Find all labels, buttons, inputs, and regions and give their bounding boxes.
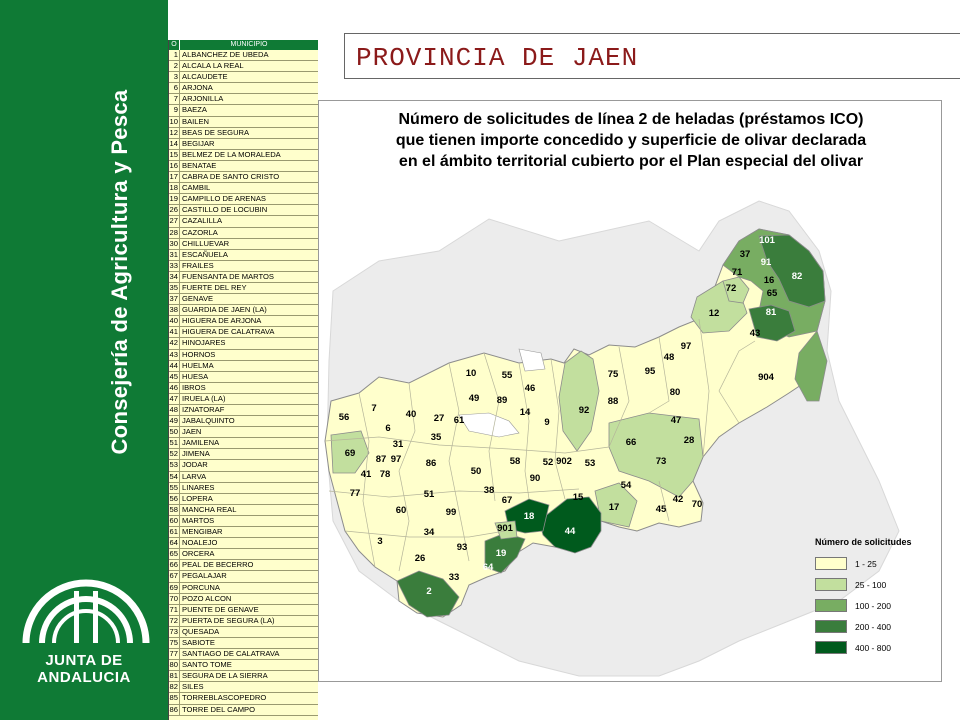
municipality-count-label: 34	[423, 527, 435, 538]
row-municipio: ARJONA	[182, 83, 213, 93]
row-id: 37	[169, 294, 178, 304]
row-municipio: ORCERA	[182, 549, 215, 559]
table-row	[169, 261, 318, 272]
row-id: 19	[169, 194, 178, 204]
table-row	[169, 516, 318, 527]
junta-andalucia-logo	[16, 555, 156, 655]
table-row	[169, 605, 318, 616]
municipality-count-label: 91	[760, 257, 772, 268]
row-municipio: ALCAUDETE	[182, 72, 228, 82]
municipality-count-label: 33	[448, 572, 460, 583]
municipality-count-label: 26	[414, 553, 426, 564]
municipality-count-label: 81	[765, 307, 777, 318]
table-row	[169, 549, 318, 560]
municipality-count-label: 97	[680, 341, 692, 352]
table-row	[169, 649, 318, 660]
municipality-count-label: 53	[584, 458, 596, 469]
table-row	[169, 327, 318, 338]
table-row	[169, 283, 318, 294]
municipality-count-label: 47	[670, 415, 682, 426]
table-row	[169, 361, 318, 372]
legend-label: 400 - 800	[855, 642, 891, 653]
municipality-count-label: 78	[379, 469, 391, 480]
row-id: 12	[169, 127, 178, 137]
row-id: 46	[169, 382, 178, 392]
table-row	[169, 117, 318, 128]
municipality-count-label: 93	[456, 542, 468, 553]
row-id: 44	[169, 360, 178, 370]
legend-items	[815, 553, 935, 658]
row-municipio: SANTIAGO DE CALATRAVA	[182, 649, 280, 659]
row-id: 10	[169, 116, 178, 126]
row-id: 81	[169, 671, 178, 681]
row-municipio: FUERTE DEL REY	[182, 282, 247, 292]
row-municipio: IRUELA (LA)	[182, 393, 226, 403]
table-row	[169, 350, 318, 361]
table-row	[169, 416, 318, 427]
table-row	[169, 682, 318, 693]
sidebar-title-area	[0, 0, 168, 520]
map-legend	[815, 537, 935, 658]
municipality-count-label: 43	[749, 328, 761, 339]
table-row	[169, 483, 318, 494]
row-municipio: MANCHA REAL	[182, 504, 237, 514]
municipality-count-label: 54	[620, 480, 632, 491]
municipality-count-label: 56	[338, 412, 350, 423]
row-id: 58	[169, 504, 178, 514]
row-municipio: CAZORLA	[182, 227, 218, 237]
municipality-count-label: 902	[556, 456, 572, 467]
municipality-count-label: 90	[529, 473, 541, 484]
row-municipio: LINARES	[182, 482, 215, 492]
row-municipio: PUENTE DE GENAVE	[182, 604, 259, 614]
map-title-line: Número de solicitudes de línea 2 de heladas (préstamos ICO)	[398, 111, 864, 128]
row-municipio: IZNATORAF	[182, 405, 225, 414]
municipality-count-label: 49	[468, 393, 480, 404]
table-row	[169, 394, 318, 405]
table-row	[169, 183, 318, 194]
municipality-count-label: 66	[625, 437, 637, 448]
sidebar-title: Consejería de Agricultura y Pesca	[107, 89, 132, 455]
table-row	[169, 571, 318, 582]
row-municipio: JAEN	[182, 427, 202, 437]
table-row	[169, 128, 318, 139]
table-row	[169, 383, 318, 394]
row-id: 86	[169, 704, 178, 714]
row-municipio: QUESADA	[182, 626, 220, 636]
row-municipio: PUERTA DE SEGURA (LA)	[182, 615, 275, 625]
municipality-count-label: 50	[470, 466, 482, 477]
row-municipio: ALCALA LA REAL	[182, 61, 244, 71]
table-row	[169, 83, 318, 94]
municipality-count-label: 86	[425, 458, 437, 469]
row-municipio: CASTILLO DE LOCUBIN	[182, 205, 268, 215]
row-municipio: GUARDIA DE JAEN (LA)	[182, 305, 267, 315]
table-row	[169, 50, 318, 61]
map-title-line: en el ámbito territorial cubierto por el Plan especial del olivar	[398, 153, 864, 170]
row-municipio: SEGURA DE LA SIERRA	[182, 671, 268, 681]
header-municipio: MUNICIPIO	[230, 41, 268, 48]
row-id: 69	[169, 582, 178, 592]
row-municipio: PEAL DE BECERRO	[182, 560, 254, 570]
row-municipio: CABRA DE SANTO CRISTO	[182, 172, 280, 182]
municipality-count-label: 40	[405, 409, 417, 420]
table-row	[169, 305, 318, 316]
row-municipio: BELMEZ DE LA MORALEDA	[182, 149, 281, 159]
row-id: 31	[169, 249, 178, 259]
row-id: 66	[169, 560, 178, 570]
row-id: 15	[169, 149, 178, 159]
municipality-count-label: 7	[371, 403, 377, 414]
table-row	[169, 627, 318, 638]
row-id: 17	[169, 172, 178, 182]
municipality-count-label: 28	[683, 435, 695, 446]
row-id: 30	[169, 238, 178, 248]
legend-swatch	[815, 557, 847, 570]
municipality-count-label: 14	[519, 407, 531, 418]
row-municipio: MARTOS	[182, 515, 215, 525]
row-id: 18	[169, 183, 178, 193]
legend-swatch	[815, 620, 847, 633]
table-row	[169, 205, 318, 216]
table-row	[169, 505, 318, 516]
legend-item	[815, 574, 935, 595]
municipality-count-label: 42	[672, 494, 684, 505]
row-id: 67	[169, 571, 178, 581]
table-row	[169, 427, 318, 438]
municipality-count-label: 73	[655, 456, 667, 467]
table-row	[169, 438, 318, 449]
table-row	[169, 583, 318, 594]
row-id: 82	[169, 682, 178, 692]
row-municipio: FRAILES	[182, 260, 214, 270]
row-id: 53	[169, 460, 178, 470]
row-municipio: IBROS	[182, 382, 206, 392]
table-row	[169, 338, 318, 349]
municipality-count-label: 44	[564, 526, 576, 537]
table-row	[169, 594, 318, 605]
row-municipio: POZO ALCON	[182, 593, 232, 603]
table-row	[169, 616, 318, 627]
municipality-count-label: 71	[731, 267, 743, 278]
table-row	[169, 216, 318, 227]
row-id: 45	[169, 371, 178, 381]
row-municipio: HIGUERA DE CALATRAVA	[182, 327, 275, 337]
row-municipio: JODAR	[182, 460, 208, 470]
row-id: 50	[169, 427, 178, 437]
municipality-count-label: 6	[385, 423, 391, 434]
municipality-count-label: 67	[501, 495, 513, 506]
row-id: 47	[169, 393, 178, 403]
table-row	[169, 693, 318, 704]
row-municipio: JIMENA	[182, 449, 210, 459]
legend-item	[815, 595, 935, 616]
municipality-count-label: 80	[669, 387, 681, 398]
row-id: 1	[169, 50, 180, 60]
row-id: 14	[169, 138, 178, 148]
row-municipio: JABALQUINTO	[182, 416, 235, 426]
legend-label: 100 - 200	[855, 600, 891, 611]
table-row	[169, 161, 318, 172]
municipality-count-label: 97	[390, 454, 402, 465]
header-id: O	[169, 40, 180, 50]
row-id: 56	[169, 493, 178, 503]
row-id: 26	[169, 205, 178, 215]
municipality-count-label: 904	[758, 372, 774, 383]
row-municipio: HORNOS	[182, 349, 216, 359]
row-id: 28	[169, 227, 178, 237]
municipality-count-label: 69	[344, 448, 356, 459]
row-municipio: GENAVE	[182, 294, 214, 304]
municipality-count-label: 77	[349, 488, 361, 499]
row-municipio: BEGIJAR	[182, 138, 215, 148]
row-id: 85	[169, 693, 178, 703]
table-row	[169, 228, 318, 239]
municipality-count-label: 19	[495, 548, 507, 559]
table-row	[169, 72, 318, 83]
row-id: 2	[169, 61, 180, 71]
row-municipio: BAEZA	[182, 105, 207, 115]
table-row	[169, 294, 318, 305]
row-id: 40	[169, 316, 178, 326]
row-id: 65	[169, 549, 178, 559]
row-municipio: TORRE DEL CAMPO	[182, 704, 255, 714]
row-municipio: FUENSANTA DE MARTOS	[182, 271, 274, 281]
table-row	[169, 472, 318, 483]
legend-swatch	[815, 599, 847, 612]
row-municipio: JAMILENA	[182, 438, 220, 448]
row-municipio: PEGALAJAR	[182, 571, 227, 581]
row-municipio: MENGIBAR	[182, 527, 223, 537]
row-municipio: BENATAE	[182, 160, 217, 170]
row-id: 33	[169, 260, 178, 270]
row-municipio: ALBANCHEZ DE UBEDA	[182, 50, 269, 59]
legend-item	[815, 553, 935, 574]
row-id: 7	[169, 94, 180, 104]
municipality-count-label: 901	[497, 523, 513, 534]
row-municipio: ESCAÑUELA	[182, 249, 229, 259]
row-id: 35	[169, 282, 178, 292]
table-row	[169, 638, 318, 649]
row-municipio: SILES	[182, 682, 204, 692]
row-id: 72	[169, 615, 178, 625]
row-municipio: PORCUNA	[182, 582, 220, 592]
row-municipio: CAMPILLO DE ARENAS	[182, 194, 266, 204]
municipality-count-label: 31	[392, 439, 404, 450]
municipality-count-label: 41	[360, 469, 372, 480]
municipality-count-label: 38	[483, 485, 495, 496]
row-municipio: HIGUERA DE ARJONA	[182, 316, 262, 326]
municipality-count-label: 55	[501, 370, 513, 381]
table-header	[169, 40, 318, 50]
legend-item	[815, 637, 935, 658]
row-municipio: HINOJARES	[182, 338, 226, 348]
municipality-count-label: 37	[739, 249, 751, 260]
municipality-count-label: 2	[426, 586, 432, 597]
table-row	[169, 194, 318, 205]
row-id: 60	[169, 515, 178, 525]
table-row	[169, 61, 318, 72]
table-body	[169, 50, 318, 716]
legend-title: Número de solicitudes	[815, 537, 912, 547]
row-municipio: LOPERA	[182, 493, 213, 503]
row-id: 77	[169, 649, 178, 659]
municipality-count-label: 58	[509, 456, 521, 467]
row-id: 43	[169, 349, 178, 359]
row-id: 49	[169, 416, 178, 426]
row-id: 42	[169, 338, 178, 348]
row-municipio: SABIOTE	[182, 637, 215, 647]
logo-text: JUNTA DE ANDALUCIA	[37, 652, 131, 686]
legend-label: 200 - 400	[855, 621, 891, 632]
table-row	[169, 460, 318, 471]
row-id: 51	[169, 438, 178, 448]
table-row	[169, 172, 318, 183]
row-id: 27	[169, 216, 178, 226]
municipality-count-label: 101	[759, 235, 775, 246]
municipality-table	[168, 40, 318, 720]
row-municipio: CAZALILLA	[182, 216, 223, 226]
row-id: 38	[169, 305, 178, 315]
legend-label: 1 - 25	[855, 558, 877, 569]
row-municipio: HUESA	[182, 371, 209, 381]
row-id: 41	[169, 327, 178, 337]
row-municipio: ARJONILLA	[182, 94, 224, 104]
row-municipio: CAMBIL	[182, 183, 211, 193]
row-municipio: NOALEJO	[182, 538, 218, 548]
municipality-count-label: 82	[791, 271, 803, 282]
municipality-count-label: 61	[453, 415, 465, 426]
legend-item	[815, 616, 935, 637]
table-row	[169, 239, 318, 250]
table-row	[169, 139, 318, 150]
row-id: 64	[169, 538, 178, 548]
municipality-count-label: 51	[423, 489, 435, 500]
row-id: 6	[169, 83, 180, 93]
municipality-count-label: 3	[377, 536, 383, 547]
row-municipio: TORREBLASCOPEDRO	[182, 693, 267, 703]
table-row	[169, 538, 318, 549]
row-id: 9	[169, 105, 180, 115]
municipality-count-label: 52	[542, 457, 554, 468]
municipality-count-label: 95	[644, 366, 656, 377]
row-id: 54	[169, 471, 178, 481]
municipality-count-label: 92	[578, 405, 590, 416]
legend-label: 25 - 100	[855, 579, 887, 590]
municipality-count-label: 60	[395, 505, 407, 516]
row-id: 80	[169, 660, 178, 670]
row-id: 70	[169, 593, 178, 603]
row-id: 52	[169, 449, 178, 459]
table-row	[169, 671, 318, 682]
row-id: 55	[169, 482, 178, 492]
table-row	[169, 405, 318, 416]
municipality-count-label: 9	[544, 417, 550, 428]
municipality-count-label: 48	[663, 352, 675, 363]
municipality-count-label: 46	[524, 383, 536, 394]
municipality-count-label: 15	[572, 492, 584, 503]
table-row	[169, 94, 318, 105]
table-row	[169, 250, 318, 261]
row-id: 71	[169, 604, 178, 614]
row-id: 3	[169, 72, 180, 82]
table-row	[169, 272, 318, 283]
legend-swatch	[815, 641, 847, 654]
row-id: 75	[169, 637, 178, 647]
row-municipio: BAILEN	[182, 116, 210, 126]
row-municipio: SANTO TOME	[182, 660, 232, 670]
row-municipio: CHILLUEVAR	[182, 238, 230, 248]
map-panel	[318, 100, 942, 682]
map-title-line: que tienen importe concedido y superficie de olivar declarada	[395, 132, 867, 149]
row-municipio: HUELMA	[182, 360, 214, 370]
row-municipio: LARVA	[182, 471, 207, 481]
table-row	[169, 494, 318, 505]
municipality-count-label: 12	[708, 308, 720, 319]
table-row	[169, 105, 318, 116]
municipality-count-label: 35	[430, 432, 442, 443]
municipality-count-label: 10	[465, 368, 477, 379]
province-title: PROVINCIA DE JAEN	[356, 43, 639, 73]
municipality-count-label: 16	[763, 275, 775, 286]
table-row	[169, 560, 318, 571]
municipality-count-label: 89	[496, 395, 508, 406]
municipality-count-label: 27	[433, 413, 445, 424]
municipality-count-label: 45	[655, 504, 667, 515]
municipality-count-label: 18	[523, 511, 535, 522]
legend-swatch	[815, 578, 847, 591]
row-id: 48	[169, 405, 178, 414]
municipality-count-label: 17	[608, 502, 620, 513]
municipality-count-label: 87	[375, 454, 387, 465]
row-id: 73	[169, 626, 178, 636]
row-id: 61	[169, 527, 178, 537]
municipality-count-label: 65	[766, 288, 778, 299]
sidebar	[0, 0, 168, 720]
province-title-box	[344, 33, 960, 79]
row-municipio: BEAS DE SEGURA	[182, 127, 250, 137]
table-row	[169, 150, 318, 161]
municipality-count-label: 75	[607, 369, 619, 380]
table-row	[169, 660, 318, 671]
municipality-count-label: 88	[607, 396, 619, 407]
table-row	[169, 527, 318, 538]
table-row	[169, 316, 318, 327]
row-id: 34	[169, 271, 178, 281]
municipality-count-label: 64	[482, 562, 494, 573]
table-row	[169, 449, 318, 460]
municipality-count-label: 72	[725, 283, 737, 294]
municipality-count-label: 99	[445, 507, 457, 518]
row-id: 16	[169, 160, 178, 170]
table-row	[169, 705, 318, 716]
municipality-count-label: 70	[691, 499, 703, 510]
table-row	[169, 372, 318, 383]
